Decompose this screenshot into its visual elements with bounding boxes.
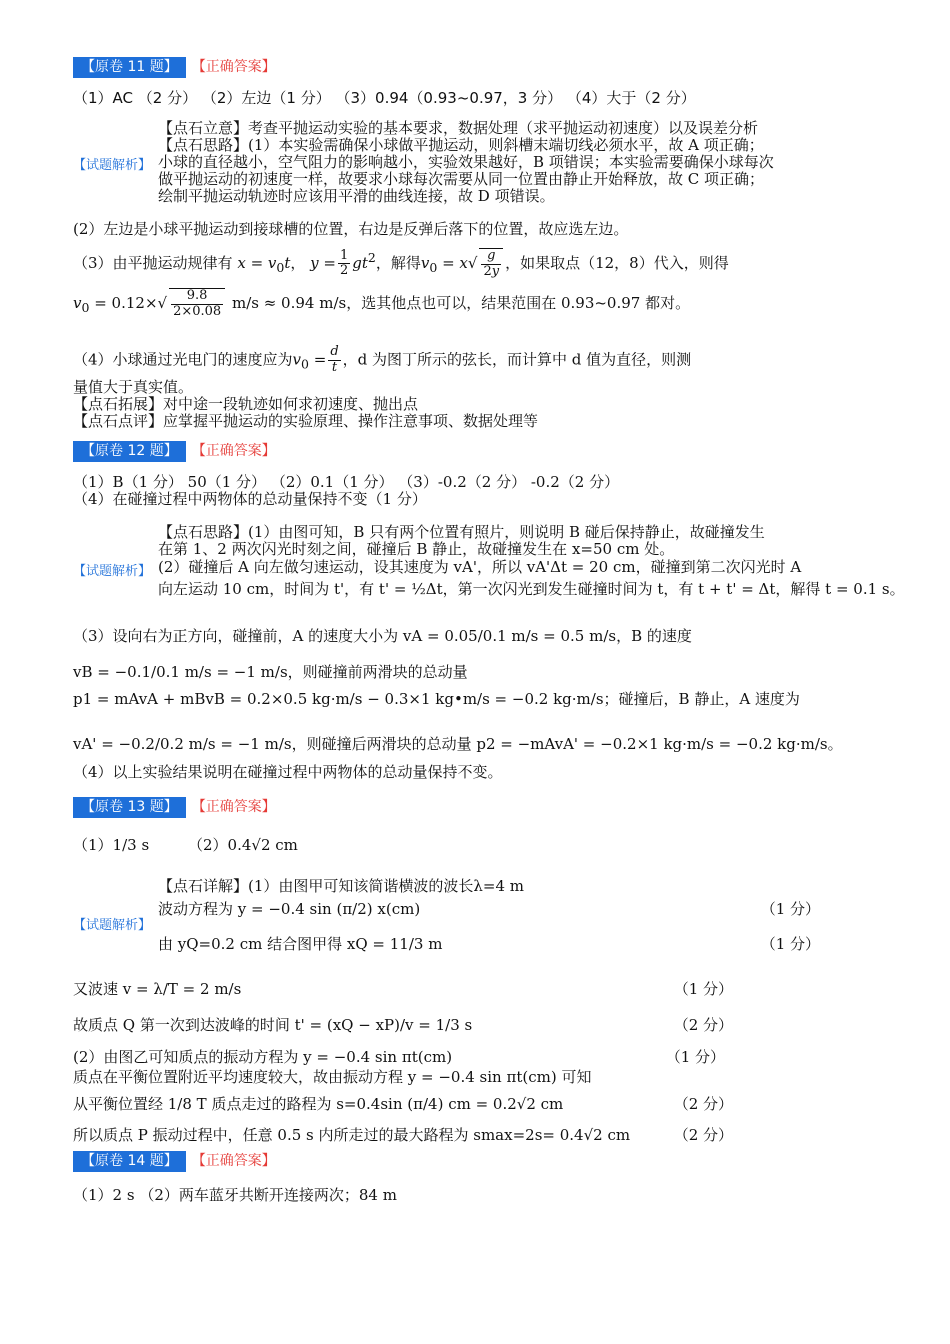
q11-p3-d: m/s ≈ 0.94 m/s，选其他点也可以，结果范围在 0.93~0.97 都对。 [231, 293, 691, 312]
q11-analysis-2: 【点石思路】(1）本实验需确保小球做平抛运动，则斜槽末端切线必须水平，故 A 项正确； [158, 136, 764, 154]
q12-a1: 【点石思路】(1）由图可知，B 只有两个位置有照片，则说明 B 碰后保持静止，故碰撞发生 [158, 523, 765, 541]
q13-score-5: （1 分） [665, 1048, 725, 1066]
q11-analysis-4: 做平抛运动的初速度一样，故要求小球每次需要从同一位置由静止开始释放，故 C 项正确； [158, 170, 765, 188]
q12-p3c: p1 = mAvA + mBvB = 0.2×0.5 kg·m/s − 0.3×1 kg•m/s = −0.2 kg·m/s；碰撞后，B 静止，A 速度为 [73, 690, 800, 708]
q12-side-label: 【试题解析】 [73, 564, 152, 579]
q12-p3b: vB = −0.1/0.1 m/s = −1 m/s，则碰撞前两滑块的总动量 [73, 663, 468, 681]
q13-d9: 所以质点 P 振动过程中，任意 0.5 s 内所走过的最大路程为 smax=2s= 0.4√2 cm [73, 1126, 631, 1144]
q12-answers-2: （4）在碰撞过程中两物体的总动量保持不变（1 分） [73, 490, 427, 508]
q12-p3: （3）设向右为正方向，碰撞前，A 的速度大小为 vA = 0.05/0.1 m/s = 0.5 m/s，B 的速度 [73, 627, 692, 645]
q14-tag: 【原卷 14 题】 [73, 1151, 186, 1172]
q11-analysis-3: 小球的直径越小，空气阻力的影响越小，实验效果越好，B 项错误；本实验需要确保小球每次 [158, 153, 774, 171]
q12-a2: 在第 1、2 两次闪光时刻之间，碰撞后 B 静止，故碰撞发生在 x=50 cm 处。 [158, 540, 675, 558]
q11-p3-result: $v_0 = 0.12\times√$ $\frac{9.8}{2\times 0.08}$ m/s ≈ 0.94 m/s，选其他点也可以，结果范围在 0.93~0.97 都对。 [73, 288, 691, 319]
q14-answers: （1）2 s （2）两车蓝牙共断开连接两次；84 m [73, 1186, 397, 1204]
q11-analysis-1: 【点石立意】考查平抛运动实验的基本要求，数据处理（求平抛运动初速度）以及误差分析 [158, 119, 759, 137]
q11-p4-b: ，d 为图丁所示的弦长，而计算中 d 值为直径，则测 [342, 350, 692, 369]
q11-p3-line: （3）由平抛运动规律有 $x = v_0t$， y = $\frac{1}{2}$ $gt^2$，解得$v_0 = x√$ $\frac{g}{2y}$ ，如果取点（12，8）代入，则得 [73, 247, 729, 279]
q13-d3: 由 yQ=0.2 cm 结合图甲得 xQ = 11/3 m [158, 935, 443, 953]
q13-header [73, 797, 276, 818]
q11-answer-tag: 【正确答案】 [191, 59, 276, 75]
q14-answer-tag: 【正确答案】 [191, 1153, 276, 1169]
q13-score-1: （1 分） [760, 900, 820, 918]
q11-p4-a: （4）小球通过光电门的速度应为 [73, 350, 293, 369]
q11-p3-c: ，如果取点（12，8）代入，则得 [505, 253, 729, 272]
q11-tag: 【原卷 11 题】 [73, 57, 186, 78]
q11-header [73, 57, 276, 78]
q13-score-4: （2 分） [673, 1016, 733, 1034]
q11-side-label: 【试题解析】 [73, 158, 152, 173]
q13-d5: 故质点 Q 第一次到达波峰的时间 t' = (xQ − xP)/v = 1/3 s [73, 1016, 473, 1034]
q11-p2: (2）左边是小球平抛运动到接球槽的位置，右边是反弹后落下的位置，故应选左边。 [73, 220, 629, 238]
q12-answers-1: （1）B（1 分） 50（1 分） （2）0.1（1 分） （3）-0.2（2 分） -0.2（2 分） [73, 473, 620, 491]
q11-p3-b: ，解得 [375, 253, 421, 272]
q14-header [73, 1151, 276, 1172]
q13-score-7: （2 分） [673, 1126, 733, 1144]
q13-answer-2: （2）0.4√2 cm [188, 836, 298, 854]
q13-score-2: （1 分） [760, 935, 820, 953]
q13-score-6: （2 分） [673, 1095, 733, 1113]
q11-p3-a: （3）由平抛运动规律有 [73, 253, 233, 272]
q13-d7: 质点在平衡位置附近平均速度较大，故由振动方程 y = −0.4 sin πt(cm) 可知 [73, 1068, 592, 1086]
q12-header [73, 441, 276, 462]
q11-ext1: 【点石拓展】对中途一段轨迹如何求初速度、抛出点 [73, 395, 419, 413]
q13-answer-1: （1）1/3 s [73, 836, 150, 854]
q13-side-label: 【试题解析】 [73, 918, 152, 933]
q12-p4: （4）以上实验结果说明在碰撞过程中两物体的总动量保持不变。 [73, 763, 503, 781]
q13-d4: 又波速 v = λ/T = 2 m/s [73, 980, 242, 998]
q11-p4-line: （4）小球通过光电门的速度应为$v_0$ = $\frac{d}{t}$ ，d 为图丁所示的弦长，而计算中 d 值为直径，则测 [73, 344, 692, 375]
q13-tag: 【原卷 13 题】 [73, 797, 186, 818]
q11-answers: （1）AC （2 分） （2）左边（1 分） （3）0.94（0.93~0.97，3 分） （4）大于（2 分） [73, 89, 696, 107]
q13-d6: (2）由图乙可知质点的振动方程为 y = −0.4 sin πt(cm) [73, 1048, 453, 1066]
q12-a3: (2）碰撞后 A 向左做匀速运动，设其速度为 vA'，所以 vA'Δt = 20 cm，碰撞到第二次闪光时 A [158, 558, 802, 576]
q13-d1: 【点石详解】(1）由图甲可知该简谐横波的波长λ=4 m [158, 877, 525, 895]
q13-d2: 波动方程为 y = −0.4 sin (π/2) x(cm) [158, 900, 421, 918]
q11-p4-c: 量值大于真实值。 [73, 378, 194, 396]
q13-score-3: （1 分） [673, 980, 733, 998]
q12-a4: 向左运动 10 cm，时间为 t'，有 t' = ½Δt，第一次闪光到发生碰撞时间为 t，有 t + t' = Δt，解得 t = 0.1 s。 [158, 580, 905, 598]
q11-ext2: 【点石点评】应掌握平抛运动的实验原理、操作注意事项、数据处理等 [73, 412, 539, 430]
q11-analysis-5: 绘制平抛运动轨迹时应该用平滑的曲线连接，故 D 项错误。 [158, 187, 555, 205]
q13-d8: 从平衡位置经 1/8 T 质点走过的路程为 s=0.4sin (π/4) cm = 0.2√2 cm [73, 1095, 564, 1113]
q12-tag: 【原卷 12 题】 [73, 441, 186, 462]
q13-answer-tag: 【正确答案】 [191, 799, 276, 815]
q12-p3d: vA' = −0.2/0.2 m/s = −1 m/s，则碰撞后两滑块的总动量 p2 = −mAvA' = −0.2×1 kg·m/s = −0.2 kg·m/s。 [73, 735, 843, 753]
q12-answer-tag: 【正确答案】 [191, 443, 276, 459]
